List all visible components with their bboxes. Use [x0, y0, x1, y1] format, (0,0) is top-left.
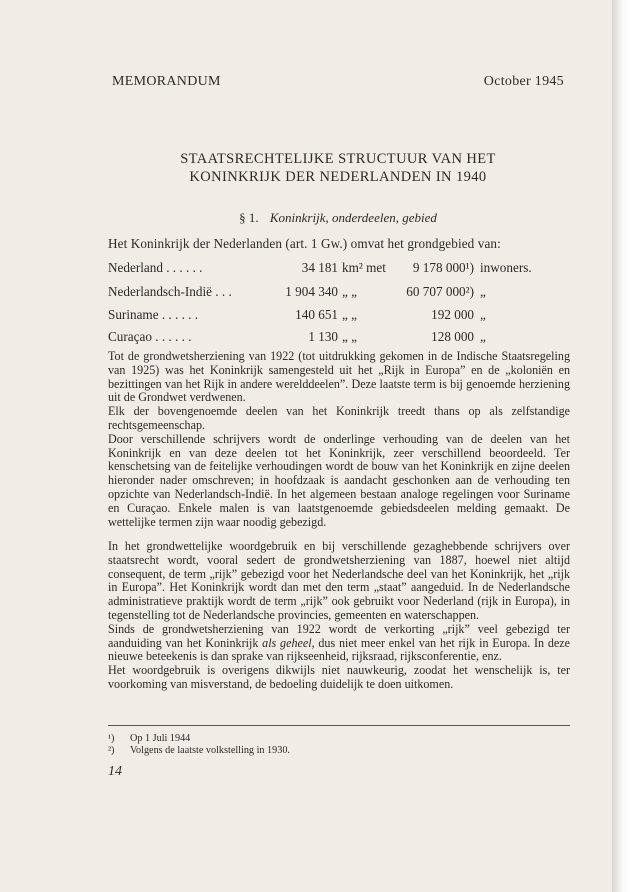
page-number: 14 — [108, 764, 122, 779]
body-block-1 — [108, 350, 570, 529]
running-header-date: October 1945 — [483, 74, 564, 89]
document-title — [112, 150, 564, 186]
text-run: dus niet meer enkel van het rijk in Europa. In deze nieuwe beteekenis is dan sprake van rijkseenheid, rijksraad, rijksconferentie, enz. — [108, 635, 570, 664]
stat-population: 60 707 000²) — [406, 284, 474, 299]
footnote-mark: ²) — [108, 745, 115, 756]
paragraph: Het woordgebruik is overigens dikwijls niet nauwkeurig, zoodat het wenschelijk is, ter voorkoming van misverstand, de bedoeling duidelijk te doen uitkomen. — [108, 663, 570, 691]
paragraph: Elk der bovengenoemde deelen van het Koninkrijk treedt thans op als zelfstandige rechtsgemeenschap. — [108, 404, 570, 432]
footnote-1 — [108, 733, 190, 745]
stat-row-nederland — [0, 260, 612, 280]
stat-label: „ — [480, 284, 486, 299]
stat-unit: „ „ — [342, 284, 358, 299]
stat-row-suriname — [0, 307, 612, 327]
stat-area: 1 130 — [308, 329, 338, 344]
stat-area: 140 651 — [295, 307, 338, 322]
stat-unit: „ „ — [342, 329, 358, 344]
stat-area: 34 181 — [301, 260, 338, 275]
section-number: § 1. — [239, 210, 259, 225]
paragraph: Tot de grondwetsherziening van 1922 (tot uitdrukking gekomen in de Indische Staatsregeling van 1925) was het Koninkrijk samengesteld uit het „Rijk in Europa” en de „koloniën en bezittingen van het Rijk in andere werelddeelen”. Deze laatste term is bij genoemde herziening uit de Grondwet verdwenen. — [108, 349, 570, 405]
stat-name: Nederland . . . . . . — [108, 260, 203, 275]
title-line-1: STAATSRECHTELIJKE STRUCTUUR VAN HET — [180, 151, 496, 167]
stat-unit: km² met — [342, 260, 386, 275]
footnote-divider — [108, 725, 570, 726]
intro-sentence: Het Koninkrijk der Nederlanden (art. 1 Gw.) omvat het grondgebied van: — [108, 236, 501, 251]
paragraph: Door verschillende schrijvers wordt de onderlinge verhouding van de deelen van het Koninkrijk en van deze deelen tot het Koninkrijk, zeer verschillend beoordeeld. Ter kenschetsing van de feitelijke verhoudingen wordt de bouw van het Koninkrijk en zijne deelen hieronder nader omschreven; in hoofdzaak is aandacht geschonken aan de verhouding ten opzichte van Nederlandsch-Indië. In het algemeen bestaan analoge regelingen voor Suriname en Curaçao. Enkele malen is van laatstgenoemde gebiedsdeelen melding gemaakt. De wettelijke termen zijn waar noodig gebezigd. — [108, 431, 570, 529]
footnote-text: Op 1 Juli 1944 — [130, 733, 191, 744]
stat-population: 192 000 — [431, 307, 474, 322]
stat-label: „ — [480, 307, 486, 322]
emphasis-text: als geheel, — [262, 635, 315, 650]
stat-unit: „ „ — [342, 307, 358, 322]
text-run: Sinds de grondwetsherziening van 1922 wordt de verkorting „rijk” veel gebezigd ter aanduiding van het Koninkrijk — [108, 621, 570, 650]
page-edge — [612, 0, 630, 892]
section-title: Koninkrijk, onderdeelen, gebied — [269, 210, 437, 225]
body-block-2 — [108, 540, 570, 692]
stat-label: inwoners. — [480, 260, 532, 275]
stat-row-nederlandsch-indie — [0, 284, 612, 304]
running-header-left: MEMORANDUM — [112, 74, 221, 89]
title-line-2: KONINKRIJK DER NEDERLANDEN IN 1940 — [189, 169, 487, 185]
footnote-text: Volgens de laatste volkstelling in 1930. — [130, 745, 290, 756]
stat-name: Suriname . . . . . . — [108, 307, 199, 322]
stat-name: Curaçao . . . . . . — [108, 329, 192, 344]
stat-population: 128 000 — [431, 329, 474, 344]
footnote-2 — [108, 745, 290, 757]
paragraph — [108, 623, 570, 664]
stat-label: „ — [480, 329, 486, 344]
stat-row-curacao — [0, 329, 612, 349]
section-heading — [112, 210, 564, 226]
stat-name: Nederlandsch-Indië . . . — [108, 284, 232, 299]
stat-population: 9 178 000¹) — [412, 260, 474, 275]
stat-area: 1 904 340 — [285, 284, 338, 299]
footnote-mark: ¹) — [108, 733, 115, 744]
paragraph: In het grondwettelijke woordgebruik en bij verschillende gezaghebbende schrijvers over staatsrecht wordt, vooral sedert de grondwetsherziening van 1887, hoewel niet altijd consequent, de term „rijk” gebezigd voor het Nederlandsche deel van het Koninkrijk, het „rijk in Europa”. Het Koninkrijk wordt dan met den term „staat” aangeduid. In de Nederlandsche administratieve praktijk wordt de term „rijk” ook gebruikt voor Nederland (rijk in Europa), in tegenstelling tot de Nederlandsche provincies, gemeenten en waterschappen. — [108, 539, 570, 622]
